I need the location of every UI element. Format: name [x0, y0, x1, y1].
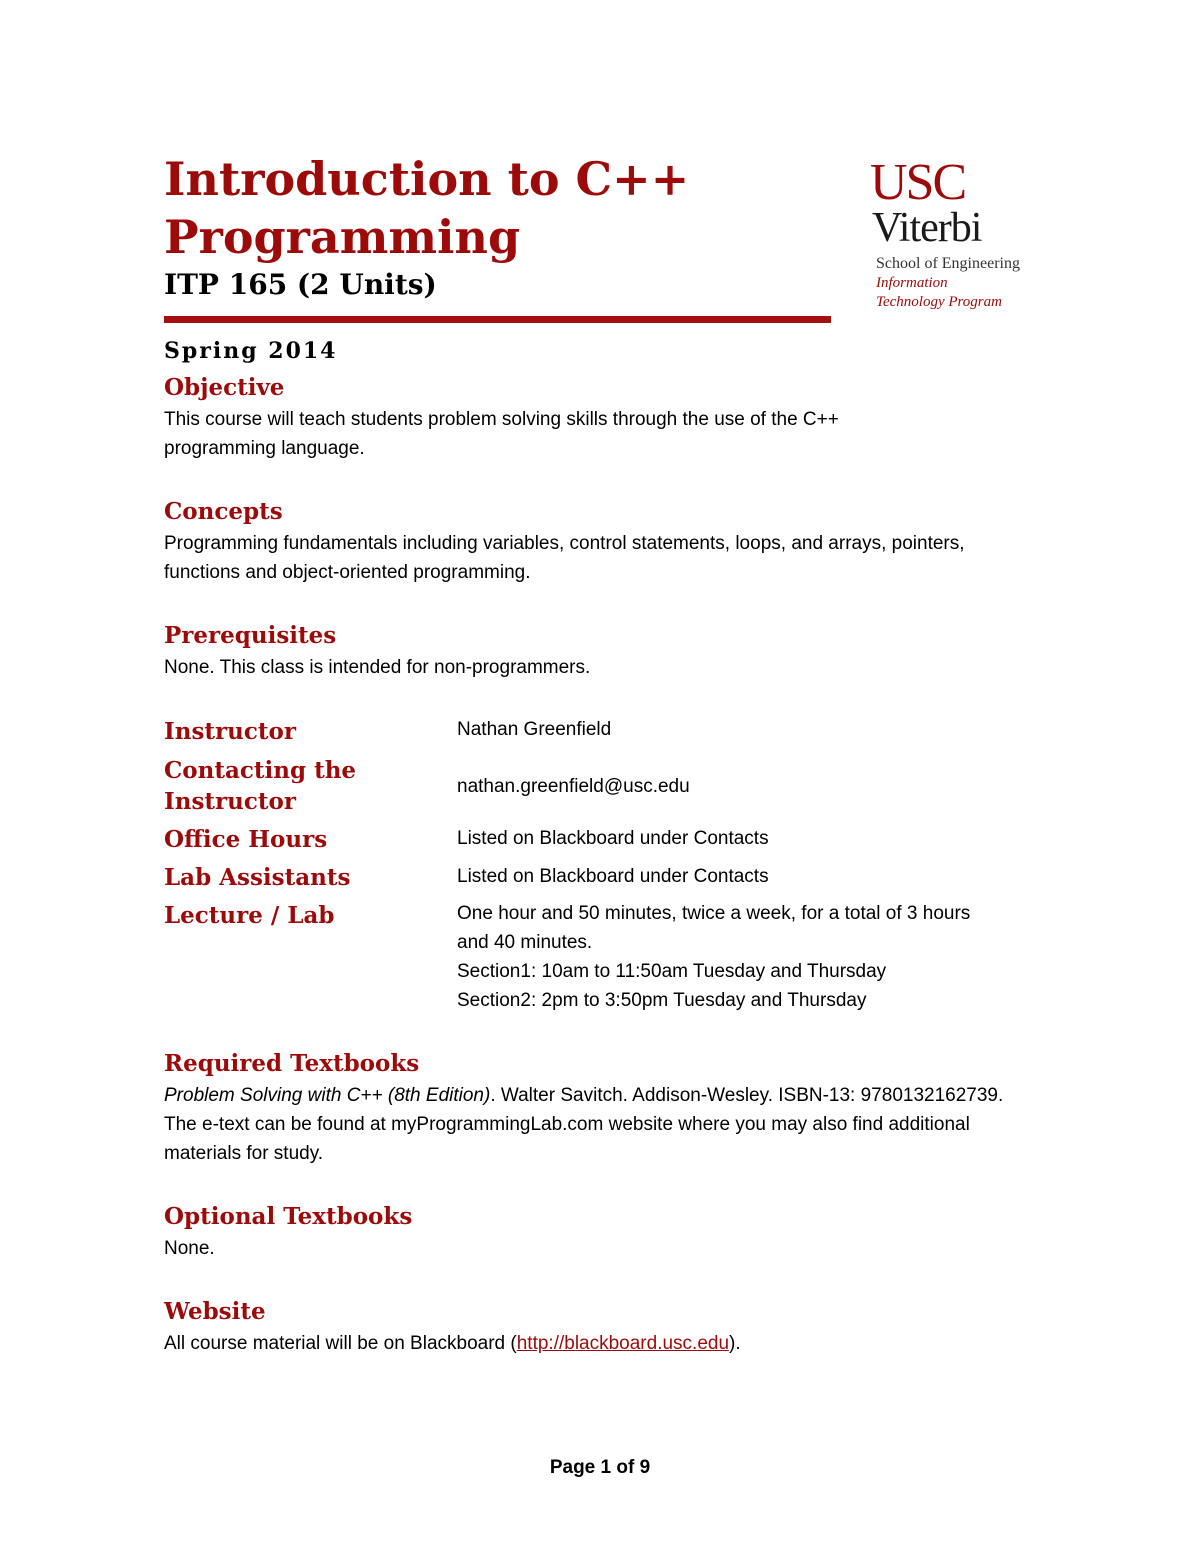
logo-usc-text: USC — [870, 154, 966, 211]
logo-information-text: Information — [876, 275, 948, 291]
book-details: . Walter Savitch. Addison-Wesley. ISBN-13: 9780132162739. The e-text can be found at myProgrammingLab.com website where you may also find additional materials for study. — [164, 1085, 1004, 1164]
prerequisites-text: None. This class is intended for non-programmers. — [164, 657, 591, 678]
contact-email: nathan.greenfield@usc.edu — [457, 776, 690, 797]
contact-label-line-2: Instructor — [164, 788, 296, 815]
instructor-label: Instructor — [164, 718, 296, 745]
course-subtitle: ITP 165 (2 Units) — [164, 268, 437, 301]
lecture-section-2: Section2: 2pm to 3:50pm Tuesday and Thursday — [457, 990, 867, 1011]
lecture-label: Lecture / Lab — [164, 902, 335, 929]
lecture-value — [457, 899, 1057, 1015]
lab-assistants-label: Lab Assistants — [164, 864, 351, 891]
office-hours-value: Listed on Blackboard under Contacts — [457, 828, 769, 849]
title-line-2: Programming — [164, 210, 521, 264]
optional-textbooks-heading: Optional Textbooks — [164, 1203, 413, 1230]
page-number: Page 1 of 9 — [549, 1457, 651, 1478]
website-heading: Website — [164, 1298, 266, 1325]
lecture-line-2: and 40 minutes. — [457, 932, 593, 953]
concepts-heading: Concepts — [164, 498, 283, 525]
required-textbooks-heading: Required Textbooks — [164, 1050, 420, 1077]
objective-text: This course will teach students problem solving skills through the use of the C++ programming language. — [164, 409, 839, 459]
prerequisites-heading: Prerequisites — [164, 622, 337, 649]
office-hours-label: Office Hours — [164, 826, 328, 853]
logo-school-text: School of Engineering — [876, 255, 1020, 272]
website-text — [164, 1329, 1044, 1358]
lab-assistants-value: Listed on Blackboard under Contacts — [457, 866, 769, 887]
logo-program-text: Technology Program — [876, 294, 1002, 310]
usc-viterbi-logo — [870, 154, 1060, 318]
website-suffix: ). — [729, 1333, 741, 1354]
book-title: Problem Solving with C++ (8th Edition) — [164, 1085, 491, 1106]
concepts-text: Programming fundamentals including variables, control statements, loops, and arrays, pointers, functions and object-oriented programming. — [164, 533, 965, 583]
optional-textbooks-text: None. — [164, 1238, 215, 1259]
website-prefix: All course material will be on Blackboard ( — [164, 1333, 517, 1354]
blackboard-link[interactable]: http://blackboard.usc.edu — [516, 1333, 730, 1354]
page-title — [164, 150, 689, 266]
lecture-section-1: Section1: 10am to 11:50am Tuesday and Thursday — [457, 961, 887, 982]
objective-heading: Objective — [164, 374, 285, 401]
lecture-line-1: One hour and 50 minutes, twice a week, for a total of 3 hours — [457, 903, 971, 924]
title-line-1: Introduction to C++ — [164, 152, 690, 206]
contact-label — [164, 755, 424, 817]
logo-viterbi-text: Viterbi — [872, 205, 982, 251]
required-textbooks-text — [164, 1081, 1024, 1168]
header-divider — [164, 316, 831, 323]
instructor-value: Nathan Greenfield — [457, 719, 612, 740]
contact-label-line-1: Contacting the — [164, 757, 357, 784]
term-heading: Spring 2014 — [164, 338, 338, 364]
